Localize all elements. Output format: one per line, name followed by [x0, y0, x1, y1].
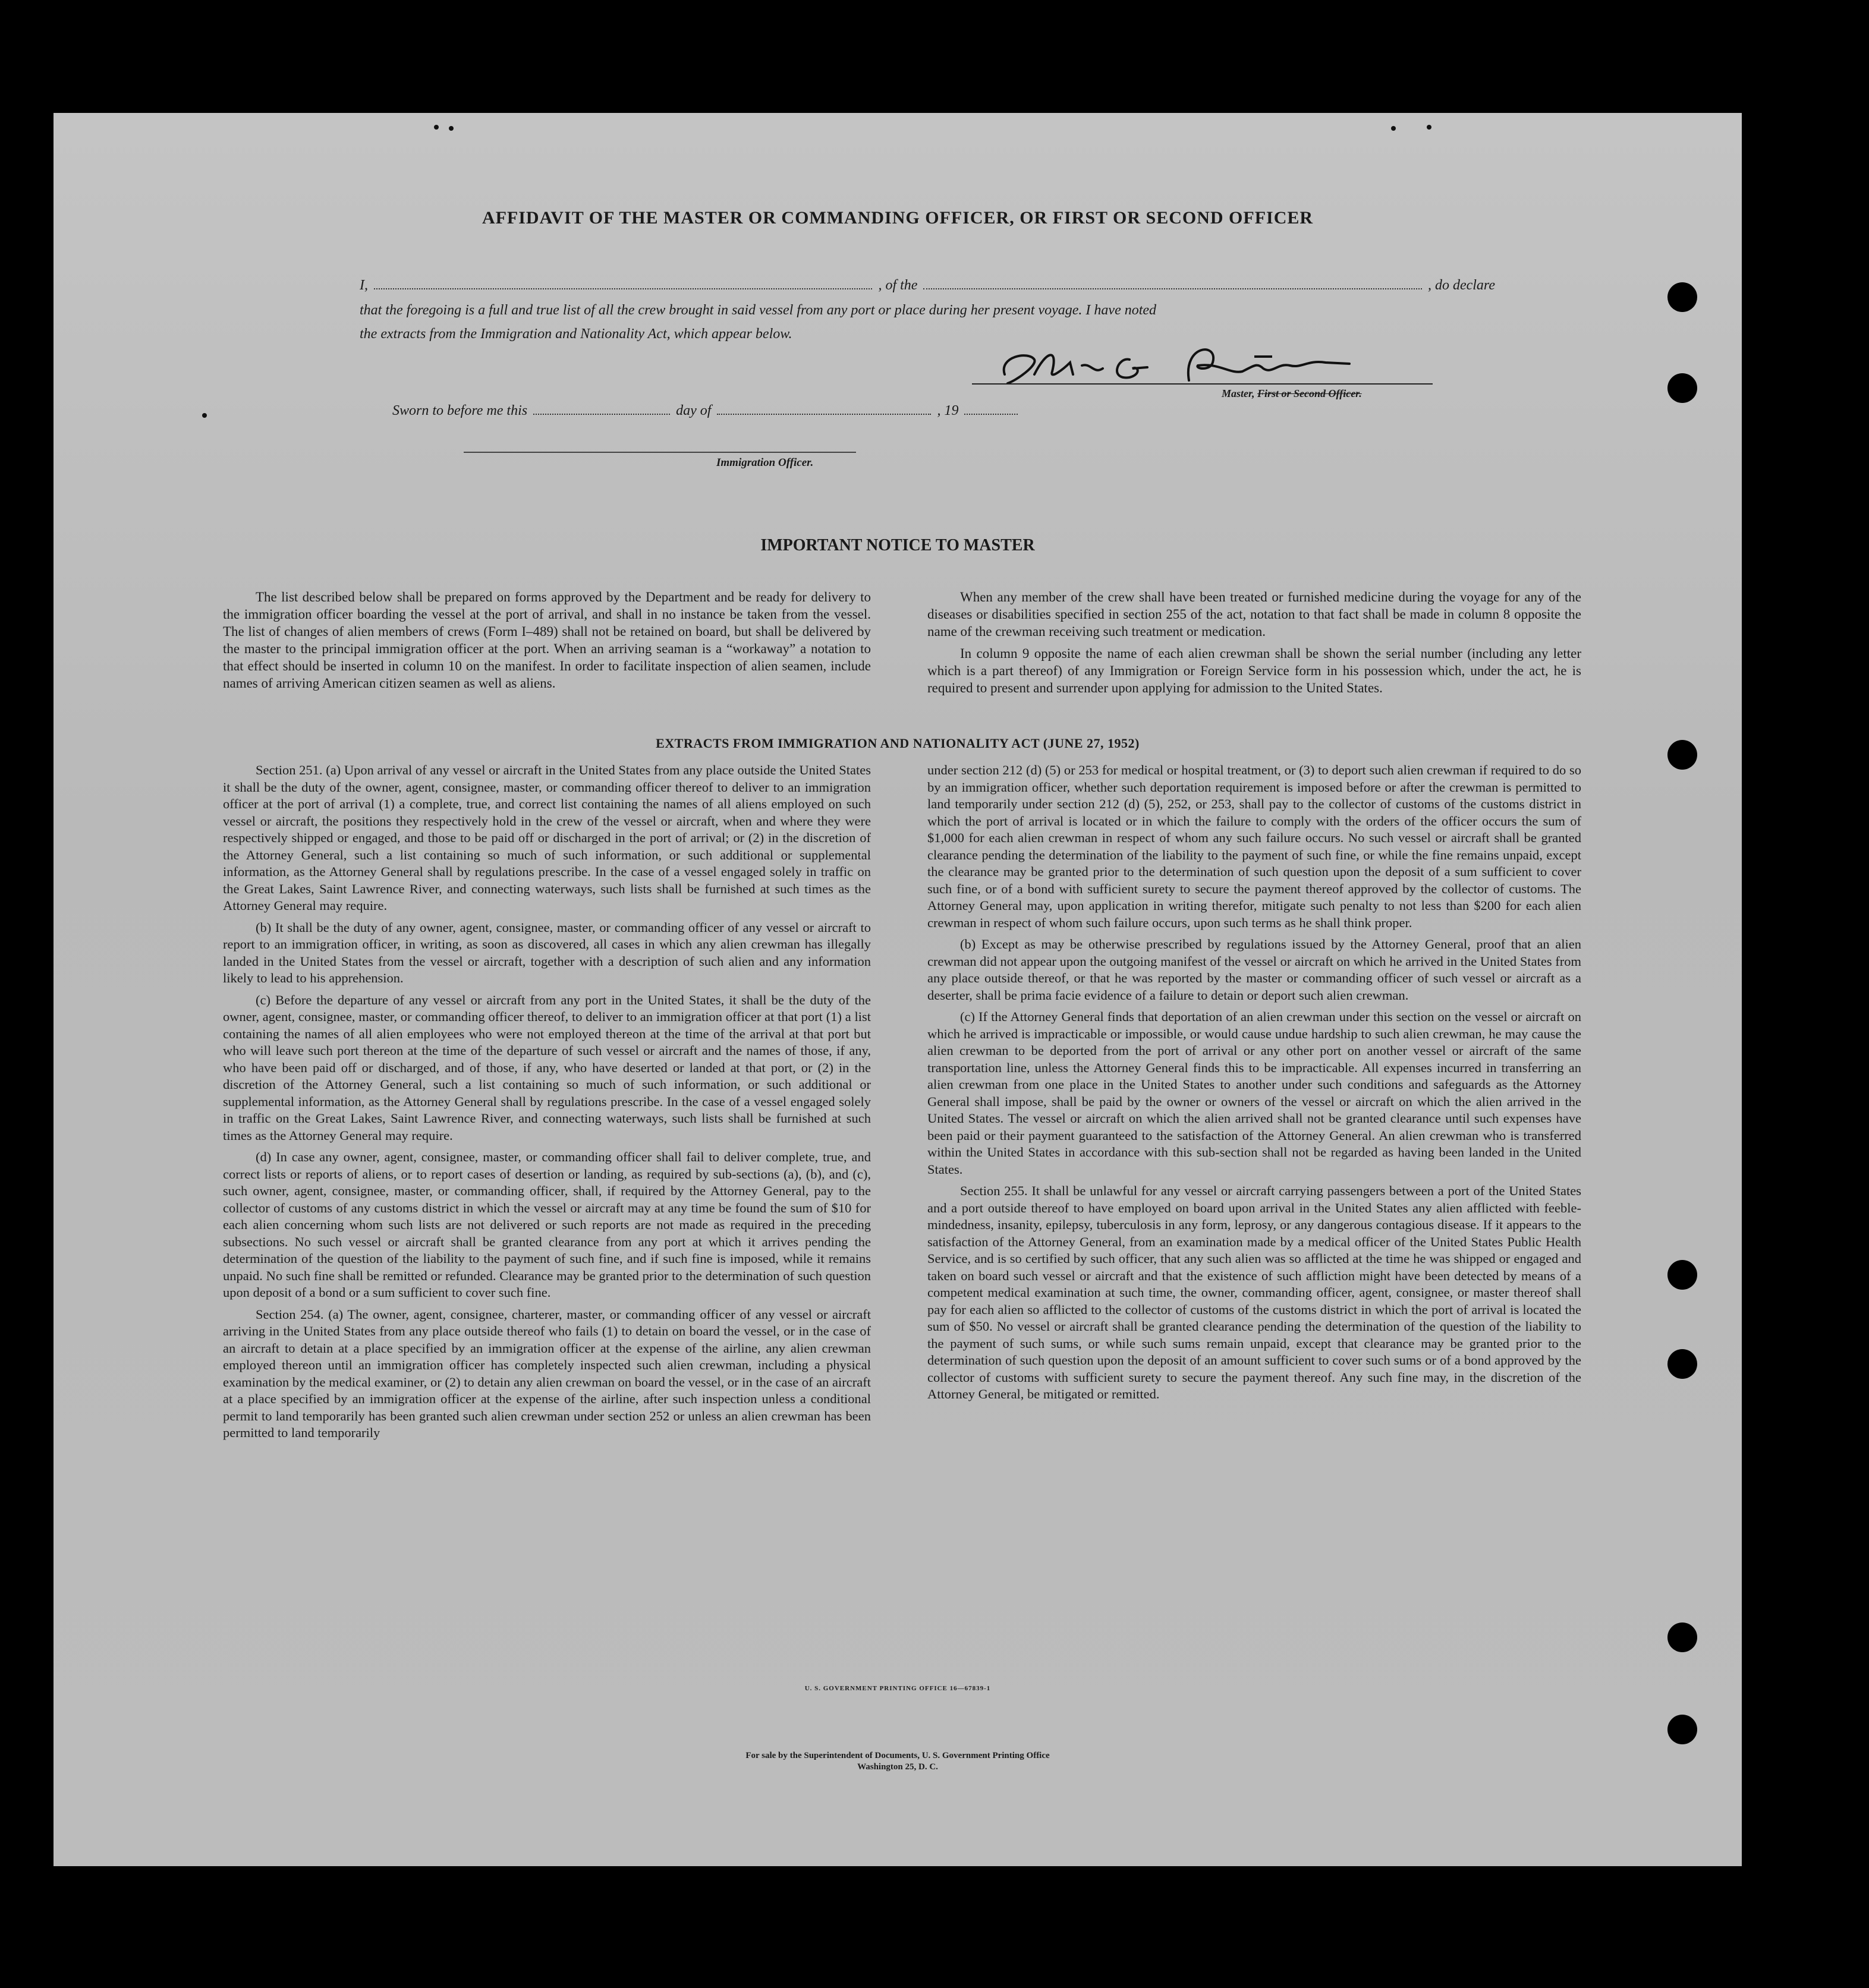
of-the-label: , of the [878, 278, 918, 293]
sale-line-1: For sale by the Superintendent of Documents, U. S. Government Printing Office [745, 1751, 1050, 1760]
speck [434, 125, 439, 130]
section-251-c: (c) Before the departure of any vessel or aircraft from any port in the United States, it shall be the duty of the owner, agent, consignee, master, or commanding officer thereof, to deliver to an immigration officer at that port (1) a list containing the names of all alien employees who were not employed thereon at the time of the arrival at that port but who will leave such port thereon at the time of the departure of such vessel or aircraft and the names of those, if any, who have been paid off or discharged, and of those, if any, who have deserted or landed at that port, or (2) in the discretion of the Attorney General, such a list containing so much of such information, or such additional or supplemental information, as the Attorney General shall by regulations prescribe. In the case of a vessel engaged solely in traffic on the Great Lakes, Saint Lawrence River, and connecting waterways, such lists shall be furnished at such times as the Attorney General may require. [223, 992, 871, 1143]
notice-right-column [927, 588, 1581, 701]
notice-title: IMPORTANT NOTICE TO MASTER [760, 536, 1035, 555]
punch-hole [1667, 1260, 1697, 1290]
sworn-line [392, 403, 1225, 419]
punch-hole [1667, 1622, 1697, 1652]
punch-hole [1667, 1349, 1697, 1379]
sworn-month-blank[interactable] [717, 403, 931, 415]
name-blank[interactable] [374, 278, 872, 289]
sale-notice [54, 1750, 1742, 1773]
punch-hole [1667, 740, 1697, 770]
declaration-line-3: the extracts from the Immigration and Nationality Act, which appear below. [360, 326, 792, 342]
signature-caption [1222, 387, 1362, 400]
affidavit-title: AFFIDAVIT OF THE MASTER OR COMMANDING OFFICER, OR FIRST OR SECOND OFFICER [482, 208, 1314, 228]
section-254-a-continued: under section 212 (d) (5) or 253 for medical or hospital treatment, or (3) to deport such alien crewman if required to do so by an immigration officer, whether such deportation requirement is imposed before or after the crewman is permitted to land temporarily under section 212 (d) (5), 252, or 253, shall pay to the collector of customs of the customs district in which the port of arrival is located or in which the failure to comply with the orders of the officer occurs the sum of $1,000 for each alien crewman in respect of whom any such failure occurs. No such vessel or aircraft shall be granted clearance pending the determination of the liability to the payment of such fine, or while the fine remains unpaid, except the clearance may be granted prior to the determination of such question upon the deposit of a sum sufficient to cover such fine, or of a bond with sufficient surety to secure the payment thereof approved by the collector of customs. The Attorney General may, upon application in writing therefor, mitigate such penalty to not less than $200 for each alien crewman in respect of whom such failure occurs, upon such terms as he shall think proper. [927, 763, 1581, 930]
extracts-right-column [927, 762, 1581, 1408]
notice-left-paragraph: The list described below shall be prepared on forms approved by the Department and be ready for delivery to the immigration officer boarding the vessel at the port of arrival, and shall in no instance be taken from the vessel. The list of changes of alien members of crews (Form I–489) shall not be retained on board, but shall be delivered by the master to the principal immigration officer at the port. When an arriving seaman is a “workaway” a notation to that effect should be inserted in column 10 on the manifest. In order to facilitate inspection of alien seamen, include names of arriving American citizen seamen as well as aliens. [223, 590, 871, 691]
struck-officer-label: First or Second Officer. [1257, 387, 1362, 399]
immigration-officer-label: Immigration Officer. [716, 456, 814, 469]
sworn-label: Sworn to before me this [392, 403, 528, 418]
punch-hole [1667, 1715, 1697, 1744]
document-page [54, 113, 1742, 1866]
do-declare-label: , do declare [1427, 278, 1496, 293]
extracts-title: EXTRACTS FROM IMMIGRATION AND NATIONALITY ACT (JUNE 27, 1952) [656, 736, 1140, 751]
section-251-b: (b) It shall be the duty of any owner, agent, consignee, master, or commanding officer of any vessel or aircraft to report to an immigration officer, in writing, as soon as discovered, all cases in which any alien crewman has illegally landed in the United States from the vessel or aircraft, together with a description of such alien and any information likely to lead to his apprehension. [223, 919, 871, 985]
sworn-year-blank[interactable] [964, 403, 1018, 415]
notice-right-paragraph-2: In column 9 opposite the name of each alien crewman shall be shown the serial number (including any letter which is a part thereof) of any Immigration or Foreign Service form in his possession which, under the act, he is required to present and surrender upon applying for admission to the United States. [927, 646, 1581, 695]
declaration-line-2: that the foregoing is a full and true list of all the crew brought in said vessel from any port or place during her present voyage. I have noted [360, 303, 1157, 318]
vessel-blank[interactable] [923, 278, 1421, 289]
section-251-a: Section 251. (a) Upon arrival of any vessel or aircraft in the United States from any place outside the United States it shall be the duty of the owner, agent, consignee, master, or commanding officer thereof to deliver to an immigration officer at the port of arrival (1) a complete, true, and correct list containing the names of all aliens employed on such vessel or aircraft, the positions they respectively hold in the crew of the vessel or aircraft, when and where they were respectively shipped or engaged, and those to be paid off or discharged in the port of arrival; or (2) in the discretion of the Attorney General, such a list containing so much of such information, or such additional or supplemental information, as the Attorney General shall by regulations prescribe. In the case of a vessel engaged solely in traffic on the Great Lakes, Saint Lawrence River, and connecting waterways, such lists shall be furnished at such times as the Attorney General may require. [223, 763, 871, 913]
notice-left-column [223, 588, 871, 697]
signature-line [972, 383, 1433, 385]
speck [1391, 126, 1396, 131]
master-label: Master, [1222, 387, 1255, 399]
notice-right-paragraph-1: When any member of the crew shall have been treated or furnished medicine during the voyage for any of the diseases or disabilities specified in section 255 of the act, notation to that fact shall be made in column 8 opposite the name of the crewman receiving such treatment or medication. [927, 590, 1581, 639]
punch-hole [1667, 282, 1697, 312]
punch-hole [1667, 373, 1697, 403]
section-255: Section 255. It shall be unlawful for any vessel or aircraft carrying passengers between a port of the United States and a port outside thereof to have employed on board upon arrival in the United States any alien afflicted with feeble-mindedness, insanity, epilepsy, tuberculosis in any form, leprosy, or any dangerous contagious disease. If it appears to the satisfaction of the Attorney General, from an examination made by a medical officer of the United States Public Health Service, and is so certified by such officer, that any such alien was so afflicted at the time he was shipped or engaged and taken on board such vessel or aircraft and that the existence of such affliction might have been detected by means of a competent medical examination at such time, the owner, commanding officer, agent, consignee, or master thereof shall pay for each alien so afflicted to the collector of customs of the customs district in which the port of arrival is located the sum of $50. No vessel or aircraft shall be granted clearance pending the determination of the question of the liability to the payment of such sums, or while such sums remain unpaid, except that clearance may be granted prior to the determination of such question upon the deposit of an amount sufficient to cover such sums or of a bond approved by the collector of customs with sufficient surety to secure the payment thereof. Any such fine may, in the discretion of the Attorney General, be mitigated or remitted. [927, 1183, 1581, 1401]
i-label: I, [360, 278, 368, 293]
speck [1427, 125, 1431, 130]
speck [202, 413, 207, 418]
speck [449, 126, 454, 131]
section-254-c: (c) If the Attorney General finds that deportation of an alien crewman under this section on the vessel or aircraft on which he arrived is impracticable or impossible, or would cause undue hardship to such alien crewman, he may cause the alien crewman to be deported from the port of arrival or any other port on another vessel or aircraft of the same transportation line, unless the Attorney General finds this to be impracticable. All expenses incurred in transferring an alien crewman from one place in the United States to another under such conditions and safeguards as the Attorney General shall impose, shall be paid by the owner or owners of the vessel or aircraft on which the alien arrived in the United States. The vessel or aircraft on which the alien arrived shall not be granted clearance until such expenses have been paid or their payment guaranteed to the satisfaction of the Attorney General. An alien crewman who is transferred within the United States in accordance with this sub-section shall not be regarded as having been landed in the United States. [927, 1009, 1581, 1177]
section-254-b: (b) Except as may be otherwise prescribed by regulations issued by the Attorney General, proof that an alien crewman did not appear upon the outgoing manifest of the vessel or aircraft on which he arrived in the United States from any place outside thereof, or that he was reported by the master or commanding officer of such vessel or aircraft as a deserter, shall be prima facie evidence of a failure to detain or deport such alien crewman. [927, 937, 1581, 1003]
section-254-a: Section 254. (a) The owner, agent, consignee, charterer, master, or commanding officer of any vessel or aircraft arriving in the United States from any place outside thereof who fails (1) to detain on board the vessel, or in the case of an aircraft to detain at a place specified by an immigration officer at the expense of the airline, any alien crewman employed thereon until an immigration officer has completely inspected such alien crewman, including a physical examination by the medical examiner, or (2) to detain any alien crewman on board the vessel, or in the case of an aircraft at a place specified by an immigration officer at the expense of the airline, after such inspection unless a conditional permit to land temporarily has been granted such alien crewman under section 252 or unless an alien crewman has been permitted to land temporarily [223, 1306, 871, 1440]
declaration-line-1 [360, 273, 1495, 297]
sworn-day-blank[interactable] [533, 403, 670, 415]
gpo-imprint: U. S. GOVERNMENT PRINTING OFFICE 16—67839-1 [804, 1685, 991, 1692]
immigration-officer-line [464, 452, 856, 453]
extracts-left-column [223, 762, 871, 1447]
section-251-d: (d) In case any owner, agent, consignee, master, or commanding officer shall fail to deliver complete, true, and correct lists or reports of aliens, or to report cases of desertion or landing, as required by sub-sections (a), (b), and (c), such owner, agent, consignee, master, or commanding officer, shall, if required by the Attorney General, pay to the collector of customs of any customs district in which the vessel or aircraft may at any time be found the sum of $10 for each alien concerning whom such lists are not delivered or such reports are not made as required in the preceding subsections. No such vessel or aircraft shall be granted clearance from any port at which it arrives pending the determination of the question of the liability to the payment of such fine, and if such fine is imposed, while it remains unpaid. No such fine shall be remitted or refunded. Clearance may be granted prior to the determination of such question upon deposit of a bond or a sum sufficient to cover such fine. [223, 1149, 871, 1300]
year-label: , 19 [937, 403, 959, 418]
sale-line-2: Washington 25, D. C. [857, 1762, 938, 1772]
day-of-label: day of [676, 403, 712, 418]
